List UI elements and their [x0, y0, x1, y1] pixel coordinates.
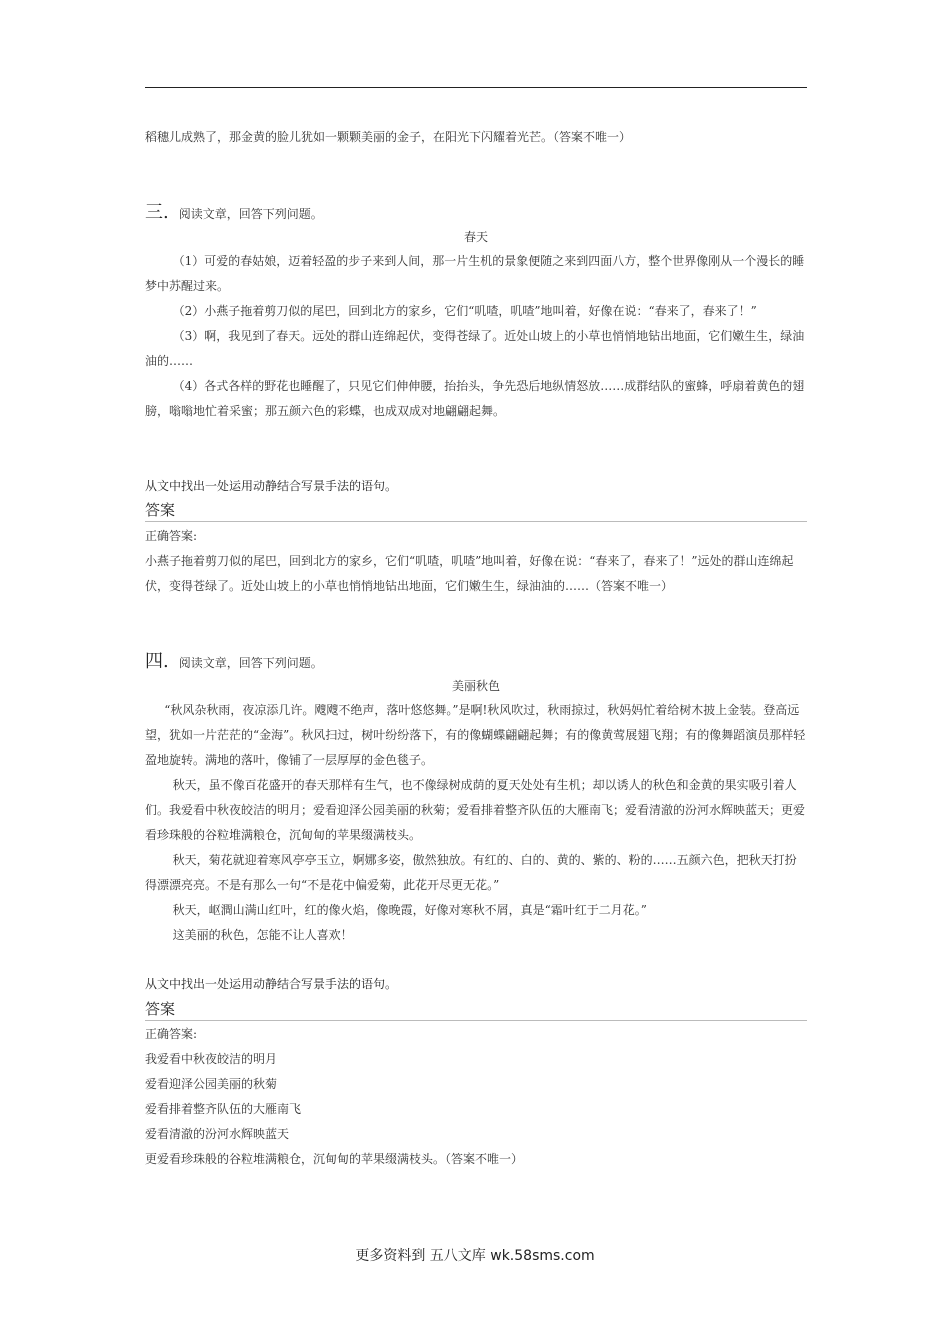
- header-rule: [145, 87, 807, 88]
- passage-paragraph: （2）小燕子拖着剪刀似的尾巴，回到北方的家乡，它们“叽喳，叽喳”地叫着，好像在说：“春来了，春来了！”: [172, 304, 757, 318]
- passage-paragraph: （4）各式各样的野花也睡醒了，只见它们伸伸腰，抬抬头，争先恐后地纵情怒放……成群结队的蜜蜂，呼扇着黄色的翅膀，嗡嗡地忙着采蜜；那五颜六色的彩蝶，也成双成对地翩翩起舞。: [145, 379, 805, 418]
- passage-paragraph: “秋风杂秋雨，夜凉添几许。飕飕不绝声，落叶悠悠舞。”是啊!秋风吹过，秋雨掠过，秋妈妈忙着给树木披上金装。登高远望，犹如一片茫茫的“金海”。秋风扫过，树叶纷纷落下，有的像蝴蝶翩翩起舞；有的像黄莺展翅飞翔；有的像舞蹈演员那样轻盈地旋转。满地的落叶，像铺了一层厚厚的金色毯子。: [145, 703, 806, 767]
- passage-title-spring: 春天: [463, 230, 488, 244]
- section-4-answer-list: [145, 1047, 807, 1172]
- passage-spring: [145, 249, 807, 424]
- passage-paragraph: （3）啊，我见到了春天。远处的群山连绵起伏，变得苍绿了。近处山坡上的小草也悄悄地钻出地面，它们嫩生生，绿油油的……: [145, 329, 805, 368]
- section-4-question: 从文中找出一处运用动静结合写景手法的语句。: [145, 977, 398, 991]
- answer-line: 爱看排着整齐队伍的大雁南飞: [145, 1102, 302, 1116]
- section-3-question: 从文中找出一处运用动静结合写景手法的语句。: [145, 479, 398, 493]
- previous-answer-line: 稻穗儿成熟了，那金黄的脸儿犹如一颗颗美丽的金子，在阳光下闪耀着光芒。（答案不唯一）: [145, 130, 632, 144]
- section-3-heading: [145, 201, 807, 226]
- answer-line: 爱看迎泽公园美丽的秋菊: [145, 1077, 278, 1091]
- passage-paragraph: （1）可爱的春姑娘，迈着轻盈的步子来到人间，那一片生机的景象便随之来到四面八方，整个世界像刚从一个漫长的睡梦中苏醒过来。: [145, 254, 805, 293]
- footer-link-text[interactable]: 更多资料到 五八文库 wk.58sms.com: [355, 1248, 595, 1264]
- section-4-answer-heading: 答案: [145, 999, 807, 1021]
- passage-paragraph: 秋天，菊花就迎着寒风亭亭玉立，婀娜多姿，傲然独放。有红的、白的、黄的、紫的、粉的……五颜六色，把秋天打扮得漂漂亮亮。不是有那么一句“不是花中偏爱菊，此花开尽更无花。”: [145, 853, 797, 892]
- section-3-number: 三.: [145, 202, 169, 223]
- passage-title-autumn: 美丽秋色: [451, 679, 500, 693]
- section-3-answer-heading: 答案: [145, 500, 807, 522]
- passage-paragraph: 秋天，岖澗山满山红叶，红的像火焰，像晚霞，好像对寒秋不屑，真是“霜叶红于二月花。”: [172, 903, 647, 917]
- passage-autumn: [145, 698, 807, 948]
- section-4-correct-label: 正确答案:: [145, 1027, 198, 1041]
- answer-line: 我爱看中秋夜皎洁的明月: [145, 1052, 278, 1066]
- section-3-instruction: 阅读文章，回答下列问题。: [178, 207, 323, 221]
- section-3-answer-text: 小燕子拖着剪刀似的尾巴，回到北方的家乡，它们“叽喳，叽喳”地叫着，好像在说：“春来了，春来了！”远处的群山连绵起伏，变得苍绿了。近处山坡上的小草也悄悄地钻出地面，它们嫩生生，绿油油的……（答案不唯一）: [145, 554, 794, 593]
- passage-paragraph: 这美丽的秋色，怎能不让人喜欢！: [172, 928, 353, 942]
- answer-line: 爱看清澈的汾河水辉映蓝天: [145, 1127, 290, 1141]
- answer-line: 更爱看珍珠般的谷粒堆满粮仓，沉甸甸的苹果缀满枝头。（答案不唯一）: [145, 1152, 524, 1166]
- passage-paragraph: 秋天，虽不像百花盛开的春天那样有生气，也不像绿树成荫的夏天处处有生机；却以诱人的秋色和金黄的果实吸引着人们。我爱看中秋夜皎洁的明月；爱看迎泽公园美丽的秋菊；爱看排着整齐队伍的大雁南飞；爱看清澈的汾河水辉映蓝天；更爱看珍珠般的谷粒堆满粮仓，沉甸甸的苹果缀满枝头。: [145, 778, 806, 842]
- section-4-number: 四.: [145, 651, 169, 672]
- section-4-instruction: 阅读文章，回答下列问题。: [178, 656, 323, 670]
- section-4-heading: [145, 650, 807, 675]
- section-3-correct-label: 正确答案:: [145, 529, 198, 543]
